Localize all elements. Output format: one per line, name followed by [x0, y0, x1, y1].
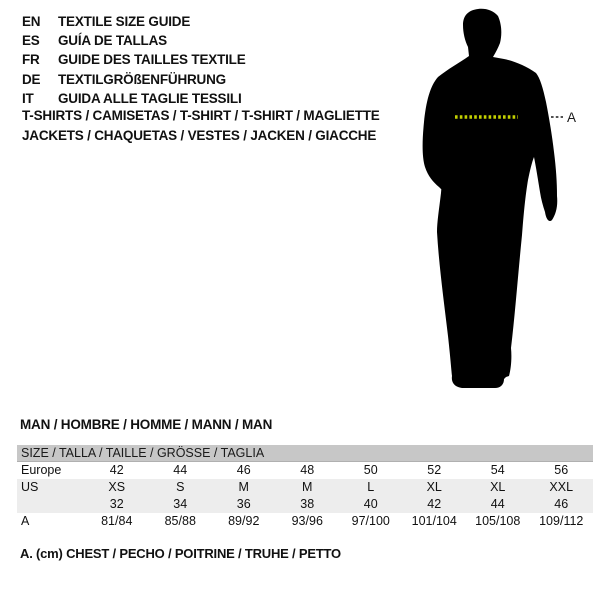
row-label: A: [21, 514, 30, 528]
table-cell: 50: [363, 463, 378, 477]
table-cell: XL: [426, 480, 442, 494]
language-code: DE: [22, 71, 41, 87]
table-cell: S: [176, 480, 185, 494]
table-cell: 48: [300, 463, 315, 477]
man-silhouette-svg: [405, 0, 600, 400]
garment-categories: [22, 106, 380, 146]
language-code: EN: [22, 14, 41, 29]
table-cell: 81/84: [101, 514, 133, 528]
language-row: [22, 50, 246, 69]
table-cell: 97/100: [351, 514, 390, 528]
measure-label-a: A: [567, 110, 577, 125]
table-cell: 44: [490, 497, 505, 511]
table-cell: 34: [173, 497, 188, 511]
man-silhouette-figure: [405, 0, 600, 400]
table-cell: 42: [109, 463, 124, 477]
table-row-chest-a: [17, 513, 593, 530]
language-label: GUIDA ALLE TAGLIE TESSILI: [58, 90, 242, 106]
table-cell: XS: [108, 480, 126, 494]
table-row-europe: [17, 462, 593, 479]
table-cell: 46: [236, 463, 251, 477]
table-cell: 42: [427, 497, 442, 511]
row-label: US: [21, 480, 39, 494]
language-code: ES: [22, 33, 40, 49]
language-row: [22, 12, 246, 31]
language-label: TEXTILE SIZE GUIDE: [58, 14, 191, 29]
language-code: IT: [22, 90, 34, 106]
language-label: GUIDE DES TAILLES TEXTILE: [58, 52, 246, 68]
section-heading-man: MAN / HOMBRE / HOMME / MANN / MAN: [20, 417, 273, 432]
row-label: [17, 496, 85, 513]
language-label: GUÍA DE TALLAS: [58, 33, 167, 49]
man-silhouette-shape: [423, 9, 558, 388]
table-cell: 32: [109, 497, 124, 511]
language-label: TEXTILGRÖßENFÜHRUNG: [58, 71, 226, 87]
table-cell: 89/92: [228, 514, 260, 528]
language-code: FR: [22, 52, 40, 68]
table-cell: 93/96: [291, 514, 323, 528]
table-cell: M: [238, 480, 249, 494]
table-cell: 85/88: [164, 514, 196, 528]
table-row-us: [17, 479, 593, 496]
table-cell: 54: [490, 463, 505, 477]
table-cell: 101/104: [411, 514, 457, 528]
language-row: [22, 31, 246, 50]
language-row: [22, 70, 246, 89]
table-cell: 36: [236, 497, 251, 511]
table-cell: 44: [173, 463, 188, 477]
measure-footnote: A. (cm) CHEST / PECHO / POITRINE / TRUHE / PETTO: [20, 546, 341, 561]
table-cell: 38: [300, 497, 315, 511]
language-list: [22, 12, 246, 108]
table-cell: 105/108: [475, 514, 521, 528]
table-cell: XL: [490, 480, 506, 494]
table-cell: 52: [427, 463, 442, 477]
category-jackets: JACKETS / CHAQUETAS / VESTES / JACKEN / GIACCHE: [22, 128, 377, 143]
table-cell: 46: [554, 497, 569, 511]
size-table-header: SIZE / TALLA / TAILLE / GRÖSSE / TAGLIA: [17, 445, 593, 462]
table-cell: XXL: [549, 480, 574, 494]
table-cell: L: [367, 480, 375, 494]
category-tshirts: T-SHIRTS / CAMISETAS / T-SHIRT / T-SHIRT / MAGLIETTE: [22, 108, 380, 123]
table-cell: 109/112: [539, 514, 584, 528]
table-cell: 56: [554, 463, 569, 477]
table-cell: M: [302, 480, 313, 494]
row-label: Europe: [21, 463, 62, 477]
table-row-numeric: [17, 496, 593, 513]
table-cell: 40: [363, 497, 378, 511]
size-table: [17, 445, 593, 530]
